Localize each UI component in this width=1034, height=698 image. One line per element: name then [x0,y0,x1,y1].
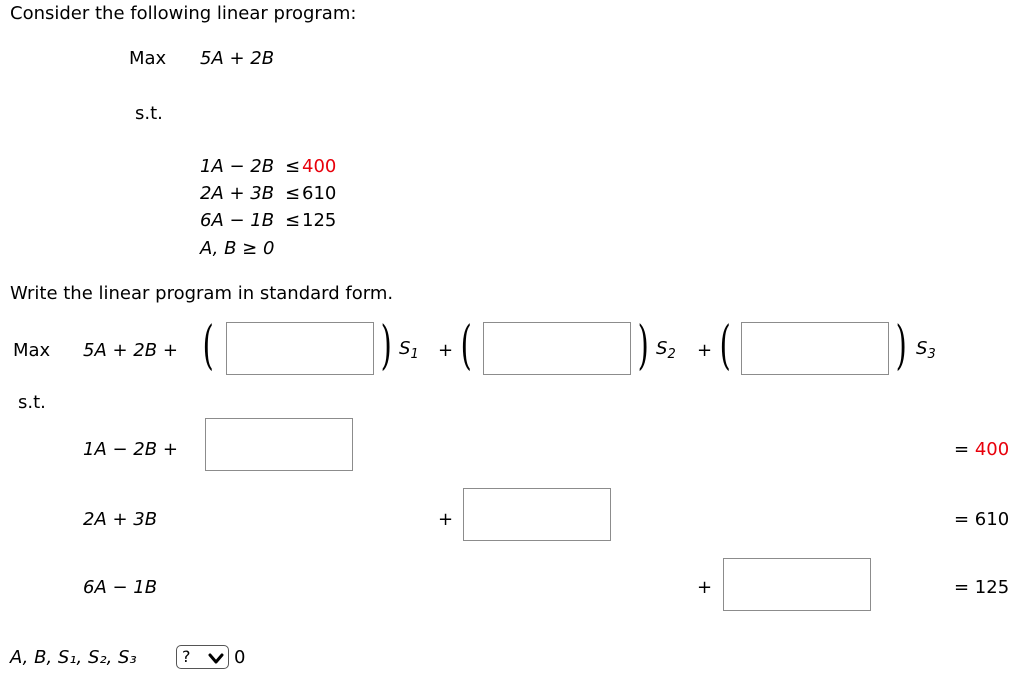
plus-sign: + [438,340,454,361]
std-constraint-2-rhs: = 610 [954,509,1010,530]
left-paren: ( [719,316,731,376]
constraint-1-lhs: 1A − 2B [200,156,275,177]
constraint-3-slack-input[interactable] [723,558,871,611]
right-paren: ) [637,316,649,376]
s3-variable [916,338,936,362]
nonneg-relation-select[interactable] [176,645,229,669]
st-label: s.t. [135,103,163,124]
right-paren: ) [895,316,907,376]
s2-var-letter: S [656,338,668,359]
constraint-2-lhs: 2A + 3B [200,183,275,204]
std-objective-label: Max [13,340,51,361]
constraint-2-op: ≤ [285,183,301,204]
std-objective-expression: 5A + 2B + [83,340,178,361]
std-constraint-3-lhs: 6A − 1B [83,577,158,598]
plus-sign: + [697,577,713,598]
nonnegativity: A, B ≥ 0 [200,238,275,259]
std-constraint-1-rhs [954,439,1009,460]
s1-var-letter: S [399,338,411,359]
plus-sign: + [438,509,454,530]
std-constraint-3-rhs: = 125 [954,577,1010,598]
plus-sign: + [697,340,713,361]
constraint-3-lhs: 6A − 1B [200,210,275,231]
s2-variable [656,338,676,362]
intro-text: Consider the following linear program: [10,3,357,24]
rhs-value-400: 400 [974,439,1010,460]
objective-s1-coefficient-input[interactable] [226,322,374,375]
nonneg-rhs: 0 [234,647,246,668]
objective-s2-coefficient-input[interactable] [483,322,631,375]
constraint-1-slack-input[interactable] [205,418,353,471]
constraint-2-rhs: 610 [302,183,337,204]
objective-label: Max [129,48,167,69]
constraint-3-op: ≤ [285,210,301,231]
prompt-text: Write the linear program in standard form. [10,283,394,304]
s2-subscript: 2 [667,347,676,362]
s3-subscript: 3 [927,347,936,362]
s1-variable [399,338,419,362]
std-st-label: s.t. [18,392,46,413]
s1-subscript: 1 [410,347,419,362]
std-nonneg-vars: A, B, S₁, S₂, S₃ [10,647,137,668]
select-value: ? [182,647,191,666]
constraint-2-slack-input[interactable] [463,488,611,541]
constraint-1-op: ≤ [285,156,301,177]
equals-sign: = [954,439,975,460]
constraint-3-rhs: 125 [302,210,337,231]
s3-var-letter: S [916,338,928,359]
right-paren: ) [380,316,392,376]
std-constraint-1-lhs: 1A − 2B + [83,439,178,460]
left-paren: ( [460,316,472,376]
objective-expression: 5A + 2B [200,48,275,69]
constraint-1-rhs: 400 [302,156,337,177]
std-constraint-2-lhs: 2A + 3B [83,509,158,530]
chevron-down-icon [208,650,224,671]
objective-s3-coefficient-input[interactable] [741,322,889,375]
left-paren: ( [202,316,214,376]
